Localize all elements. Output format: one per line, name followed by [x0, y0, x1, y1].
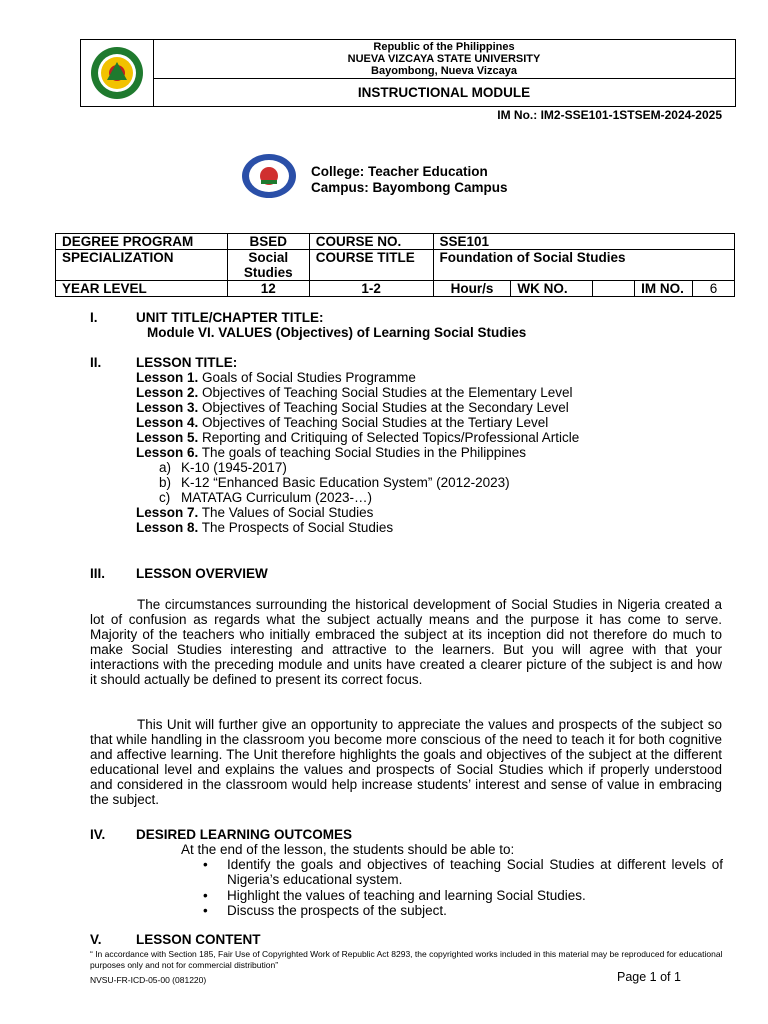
year-range: 1-2 [309, 281, 433, 297]
specialization-label: SPECIALIZATION [56, 250, 228, 281]
specialization-value: Social Studies [227, 250, 309, 281]
overview-paragraph-1: The circumstances surrounding the historical development of Social Studies in Nigeria created a lot of confusion as regards what the subject actually means and the purpose it has come to serve. Majority of the teachers who initially embraced the subject at its inception did not therefore do much to make Social Studies interesting and attractive to the learners. But you will agree with that your interactions with the preceding module and units have created a clearer picture of the subject is and how it should actually be defined to present its correct focus. [90, 597, 722, 687]
section-number: IV. [90, 827, 106, 842]
course-info-table [55, 233, 735, 297]
table-row [56, 250, 735, 281]
section-heading: LESSON OVERVIEW [136, 566, 268, 581]
degree-value: BSED [227, 234, 309, 250]
bullet-icon: • [203, 888, 208, 903]
section-number: I. [90, 310, 98, 325]
university-seal-icon [81, 40, 153, 106]
unit-subheading: Module VI. VALUES (Objectives) of Learning Social Studies [147, 325, 527, 340]
section-number: V. [90, 932, 102, 947]
section-heading: DESIRED LEARNING OUTCOMES [136, 827, 353, 842]
republic-line: Republic of the Philippines [373, 41, 515, 53]
wk-no-label: WK NO. [511, 281, 593, 297]
lesson-list [136, 370, 756, 535]
section-number: II. [90, 355, 102, 370]
sub-list-item: c) MATATAG Curriculum (2023-…) [159, 490, 373, 505]
wk-no-value [593, 281, 635, 297]
bullet-icon: • [203, 857, 208, 872]
page-number: Page 1 of 1 [617, 970, 681, 984]
im-no-label: IM NO. [635, 281, 693, 297]
section-heading: LESSON CONTENT [136, 932, 261, 947]
list-item: Lesson 4. Objectives of Teaching Social Studies at the Tertiary Level [136, 415, 549, 430]
im-no-value: 6 [693, 281, 735, 297]
college-seal-icon [241, 153, 297, 199]
list-item: Lesson 6. The goals of teaching Social Studies in the Philippines [136, 445, 526, 460]
list-item: • Highlight the values of teaching and learning Social Studies. [203, 888, 586, 903]
degree-label: DEGREE PROGRAM [56, 234, 228, 250]
copyright-note: “ In accordance with Section 185, Fair Use of Copyrighted Work of Republic Act 8293, the copyrighted works included in this material may be reproduced for educational purposes only and not for commercial distribution” [90, 949, 723, 970]
year-level-value: 12 [227, 281, 309, 297]
list-item: Lesson 7. The Values of Social Studies [136, 505, 374, 520]
university-address: Bayombong, Nueva Vizcaya [371, 65, 517, 77]
college-info [311, 164, 508, 195]
list-item: Lesson 2. Objectives of Teaching Social Studies at the Elementary Level [136, 385, 573, 400]
section-number: III. [90, 566, 106, 581]
course-title-label: COURSE TITLE [309, 250, 433, 281]
sub-list-item: b) K-12 “Enhanced Basic Education System” (2012-2023) [159, 475, 510, 490]
sub-list-item: a) K-10 (1945-2017) [159, 460, 287, 475]
list-item: Lesson 5. Reporting and Critiquing of Selected Topics/Professional Article [136, 430, 580, 445]
year-level-label: YEAR LEVEL [56, 281, 228, 297]
hours-label: Hour/s [433, 281, 511, 297]
form-code: NVSU-FR-ICD-05-00 (081220) [90, 975, 207, 985]
module-title: INSTRUCTIONAL MODULE [357, 85, 531, 100]
list-item: Lesson 8. The Prospects of Social Studies [136, 520, 394, 535]
document-header [80, 39, 736, 107]
section-heading: LESSON TITLE: [136, 355, 238, 370]
course-title-value: Foundation of Social Studies [433, 250, 734, 281]
outcomes-intro: At the end of the lesson, the students should be able to: [181, 842, 515, 857]
university-name-block [153, 40, 735, 79]
course-no-label: COURSE NO. [309, 234, 433, 250]
course-no-value: SSE101 [433, 234, 734, 250]
bullet-icon: • [203, 903, 208, 918]
table-row [56, 234, 735, 250]
campus-line: Campus: Bayombong Campus [311, 179, 508, 195]
university-name: NUEVA VIZCAYA STATE UNIVERSITY [347, 53, 541, 65]
list-item: • Identify the goals and objectives of teaching Social Studies at different levels of Nigeria’s educational system. [203, 857, 723, 887]
table-row [56, 281, 735, 297]
university-logo-cell [81, 40, 154, 106]
list-item: Lesson 1. Goals of Social Studies Programme [136, 370, 416, 385]
overview-paragraph-2: This Unit will further give an opportunity to appreciate the values and prospects of the subject so that while handling in the classroom you become more conscious of the need to teach it for both cognitive and affective learning. The Unit therefore highlights the goals and objectives of the subject at the different educational level and explains the values and prospects of Social Studies which if properly understood and considered in the classroom would help increase students’ interest and sense of value in embracing the subject. [90, 717, 722, 807]
list-item: • Discuss the prospects of the subject. [203, 903, 447, 918]
section-heading: UNIT TITLE/CHAPTER TITLE: [136, 310, 324, 325]
im-number: IM No.: IM2-SSE101-1STSEM-2024-2025 [497, 108, 722, 122]
list-item: Lesson 3. Objectives of Teaching Social Studies at the Secondary Level [136, 400, 569, 415]
college-line: College: Teacher Education [311, 164, 488, 179]
